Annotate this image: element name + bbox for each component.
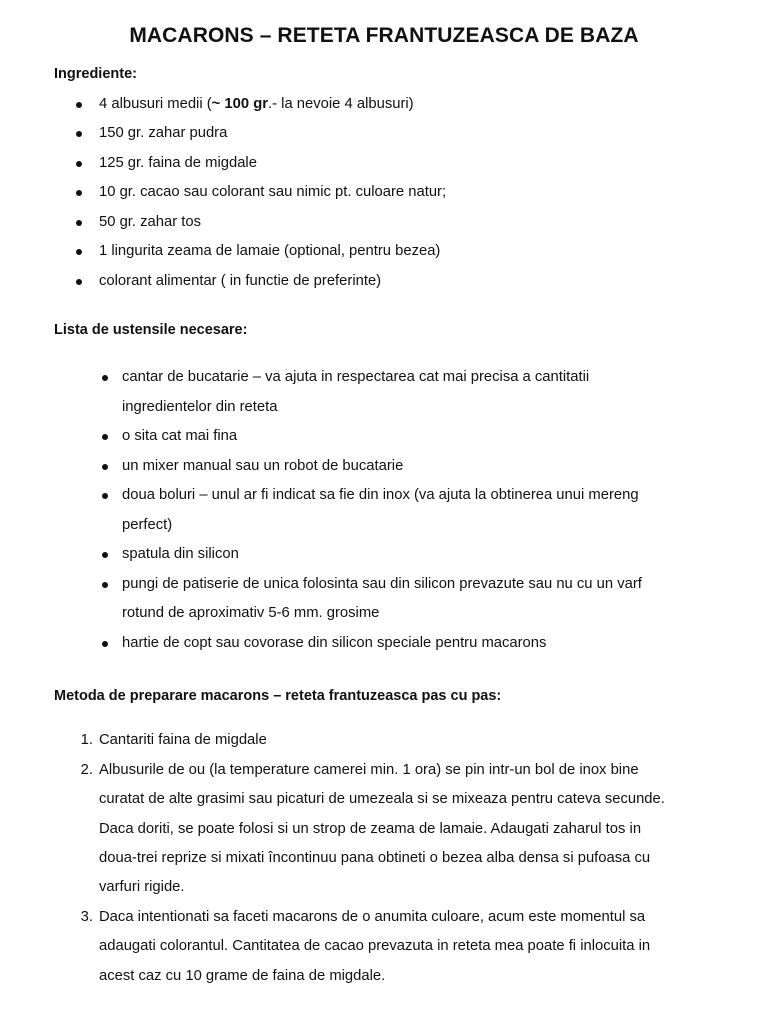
- bullet-dot: [102, 641, 108, 647]
- utensils-heading: Lista de ustensile necesare:: [54, 322, 248, 338]
- step-text-continued: acest caz cu 10 grame de faina de migdale.: [99, 968, 386, 984]
- ingredient-item: 10 gr. cacao sau colorant sau nimic pt. culoare natur;: [99, 184, 447, 200]
- ingredient-item: 150 gr. zahar pudra: [99, 125, 228, 141]
- bullet-dot: [102, 582, 108, 588]
- utensil-item: un mixer manual sau un robot de bucatarie: [122, 458, 404, 474]
- utensil-item: spatula din silicon: [122, 546, 239, 562]
- recipe-title: MACARONS – RETETA FRANTUZEASCA DE BAZA: [129, 24, 639, 47]
- step-text: Cantariti faina de migdale: [99, 732, 267, 748]
- bullet-dot: [76, 131, 82, 137]
- bullet-dot: [102, 493, 108, 499]
- ingredient-item: 125 gr. faina de migdale: [99, 155, 257, 171]
- step-number: 1.: [80, 732, 93, 748]
- bullet-dot: [76, 220, 82, 226]
- ingredient-bold-text: ~ 100 gr: [211, 96, 269, 112]
- step-text: Daca intentionati sa faceti macarons de o anumita culoare, acum este momentul sa: [99, 909, 646, 925]
- utensil-item: pungi de patiserie de unica folosinta sau din silicon prevazute sau nu cu un varf: [122, 576, 642, 592]
- utensil-item-continued: ingredientelor din reteta: [122, 399, 278, 415]
- bullet-dot: [102, 375, 108, 381]
- step-text-continued: varfuri rigide.: [99, 879, 185, 895]
- ingredient-item: colorant alimentar ( in functie de preferinte): [99, 273, 382, 289]
- step-text-continued: adaugati colorantul. Cantitatea de cacao prevazuta in reteta mea poate fi inlocuita in: [99, 938, 651, 954]
- utensil-item: doua boluri – unul ar fi indicat sa fie din inox (va ajuta la obtinerea unui mereng: [122, 487, 639, 503]
- ingredient-item: 1 lingurita zeama de lamaie (optional, pentru bezea): [99, 243, 441, 259]
- step-number: 3.: [80, 909, 93, 925]
- bullet-dot: [76, 102, 82, 108]
- utensil-item: o sita cat mai fina: [122, 428, 238, 444]
- utensil-item-continued: rotund de aproximativ 5-6 mm. grosime: [122, 605, 380, 621]
- step-text-continued: Daca doriti, se poate folosi si un strop de zeama de lamaie. Adaugati zaharul tos in: [99, 821, 642, 837]
- bullet-dot: [76, 190, 82, 196]
- utensil-item: cantar de bucatarie – va ajuta in respectarea cat mai precisa a cantitatii: [122, 369, 590, 385]
- step-text-continued: doua-trei reprize si mixati încontinuu pana obtineti o bezea alba densa si pufoasa cu: [99, 850, 651, 866]
- ingredient-text: .- la nevoie 4 albusuri): [268, 96, 414, 112]
- utensil-item: hartie de copt sau covorase din silicon speciale pentru macarons: [122, 635, 547, 651]
- step-number: 2.: [80, 762, 93, 778]
- bullet-dot: [76, 161, 82, 167]
- step-text: Albusurile de ou (la temperature camerei min. 1 ora) se pin intr-un bol de inox bine: [99, 762, 639, 778]
- bullet-dot: [102, 464, 108, 470]
- bullet-dot: [76, 279, 82, 285]
- method-heading: Metoda de preparare macarons – reteta frantuzeasca pas cu pas:: [54, 688, 502, 704]
- step-text-continued: curatat de alte grasimi sau picaturi de umezeala si se mixeaza pentru cateva secunde.: [99, 791, 665, 807]
- ingredients-heading: Ingrediente:: [54, 66, 137, 82]
- ingredient-text: 4 albusuri medii (: [99, 96, 212, 112]
- bullet-dot: [102, 434, 108, 440]
- ingredient-item: [99, 90, 414, 120]
- utensil-item-continued: perfect): [122, 517, 173, 533]
- bullet-dot: [76, 249, 82, 255]
- ingredient-item: 50 gr. zahar tos: [99, 214, 201, 230]
- bullet-dot: [102, 552, 108, 558]
